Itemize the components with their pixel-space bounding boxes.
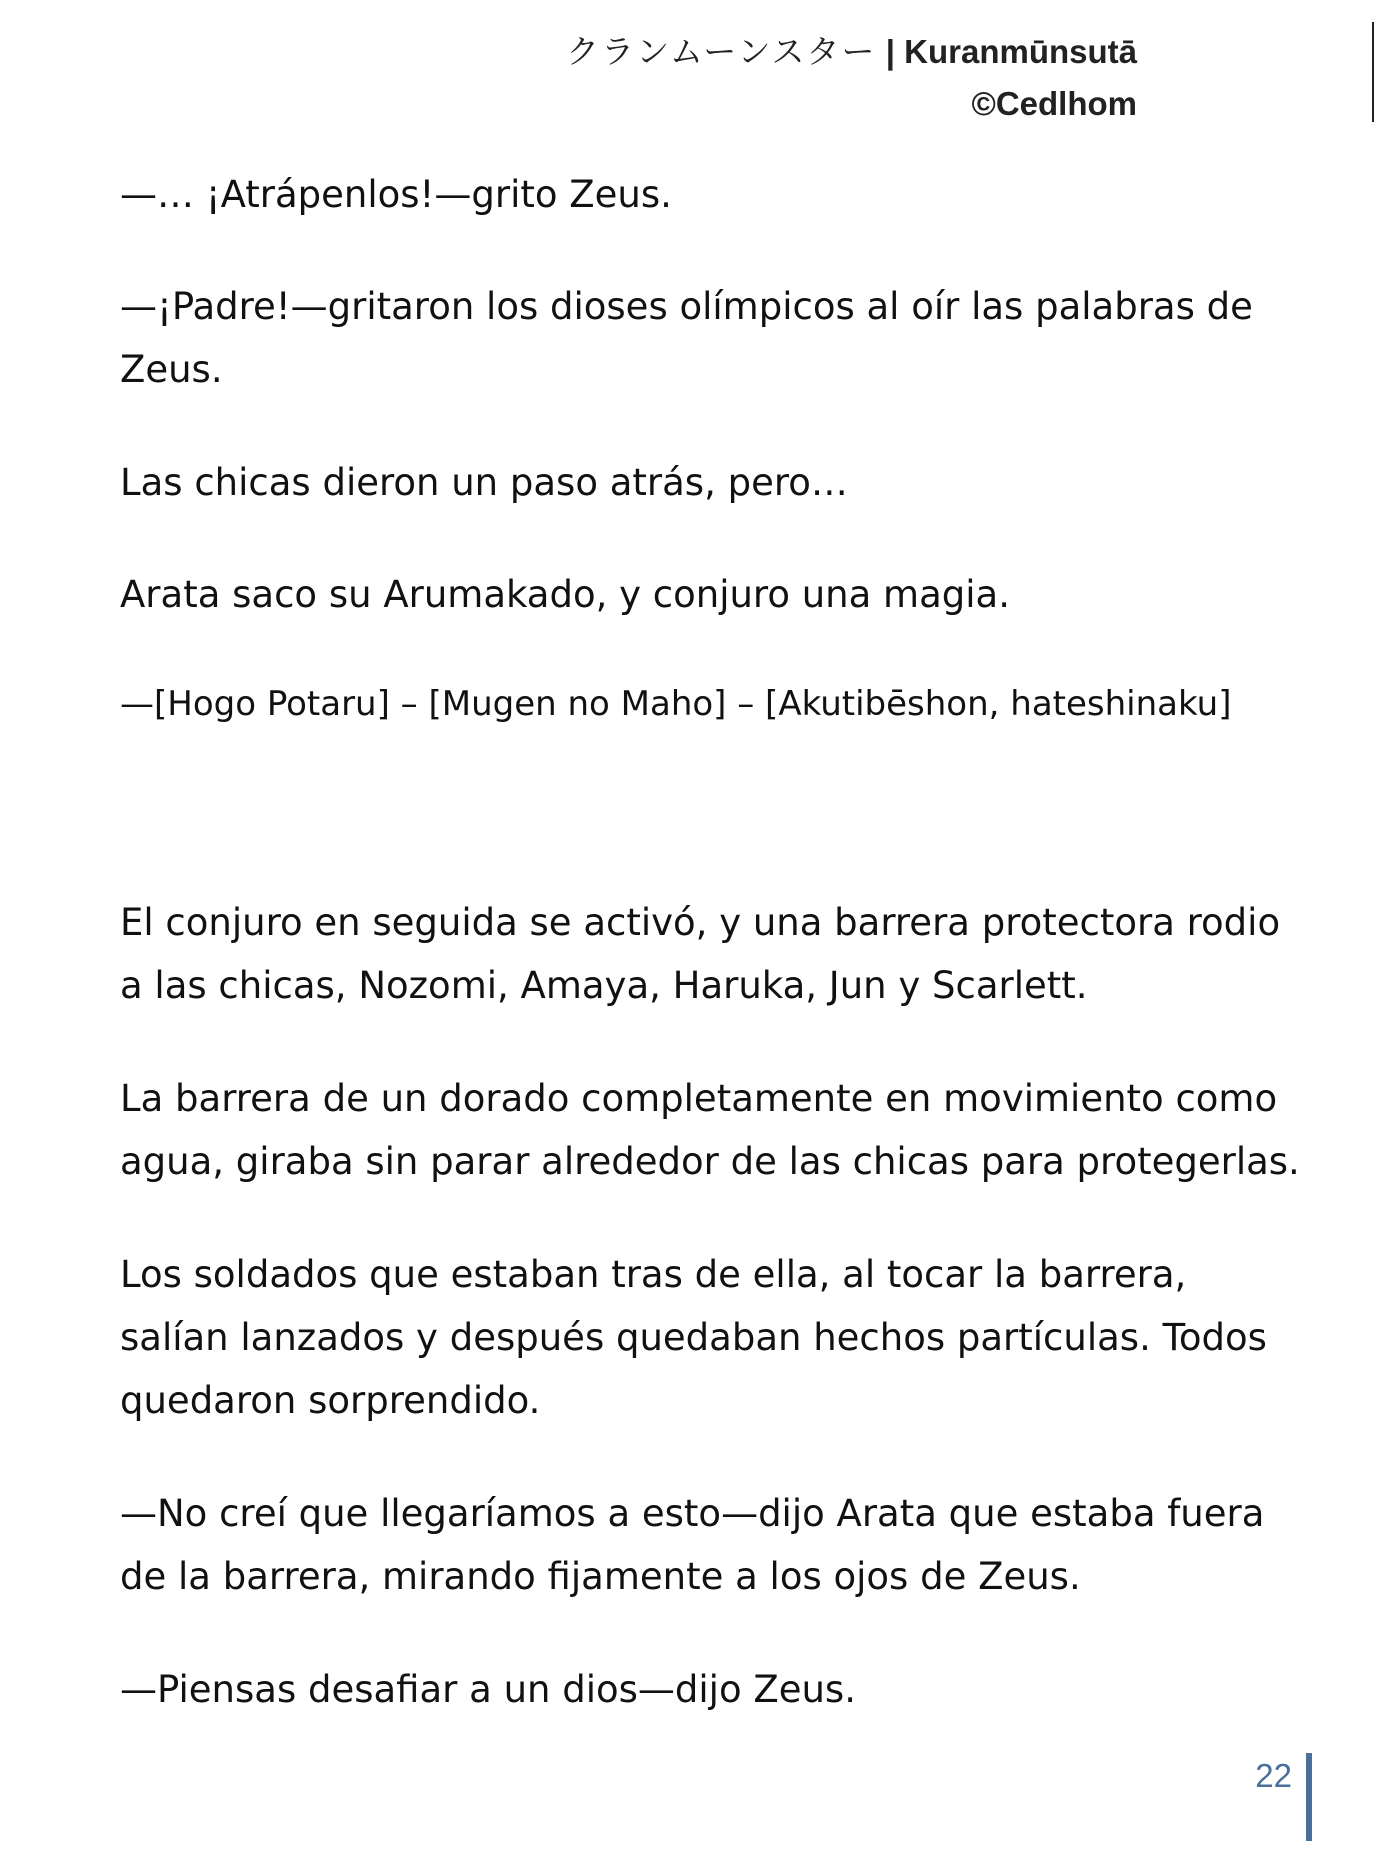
page-number: 22 xyxy=(1255,1757,1292,1794)
paragraph-1: —… ¡Atrápenlos!—grito Zeus. xyxy=(120,173,672,216)
paragraph-6: El conjuro en seguida se activó, y una barrera protectora rodio a las chicas, Nozomi, Amaya, Haruka, Jun y Scarlett. xyxy=(120,901,1281,1007)
paragraph-2: —¡Padre!—gritaron los dioses olímpicos al oír las palabras de Zeus. xyxy=(120,285,1253,391)
header-divider xyxy=(1372,22,1374,122)
header-title-jp: クランムーンスター xyxy=(566,32,877,71)
paragraph-4: Arata saco su Arumakado, y conjuro una magia. xyxy=(120,573,1010,616)
paragraph-5: —[Hogo Potaru] – [Mugen no Maho] – [Akutibēshon, hateshinaku] xyxy=(120,684,1232,724)
paragraph-9: —No creí que llegaríamos a esto—dijo Arata que estaba fuera de la barrera, mirando fijamente a los ojos de Zeus. xyxy=(120,1492,1265,1598)
paragraph-7: La barrera de un dorado completamente en movimiento como agua, giraba sin parar alrededor de las chicas para protegerlas. xyxy=(120,1077,1300,1183)
paragraph-10: —Piensas desafiar a un dios—dijo Zeus. xyxy=(120,1668,856,1711)
page-header xyxy=(566,26,1137,130)
paragraph-8: Los soldados que estaban tras de ella, al tocar la barrera, salían lanzados y después quedaban hechos partículas. Todos quedaron sorprendido. xyxy=(120,1253,1267,1422)
header-title-line xyxy=(566,26,1137,78)
header-separator: | xyxy=(885,33,895,70)
paragraph-3: Las chicas dieron un paso atrás, pero… xyxy=(120,461,848,504)
header-copyright: ©Cedlhom xyxy=(971,85,1137,122)
page-number-rule xyxy=(1306,1753,1312,1841)
header-title-romaji: Kuranmūnsutā xyxy=(904,33,1137,70)
